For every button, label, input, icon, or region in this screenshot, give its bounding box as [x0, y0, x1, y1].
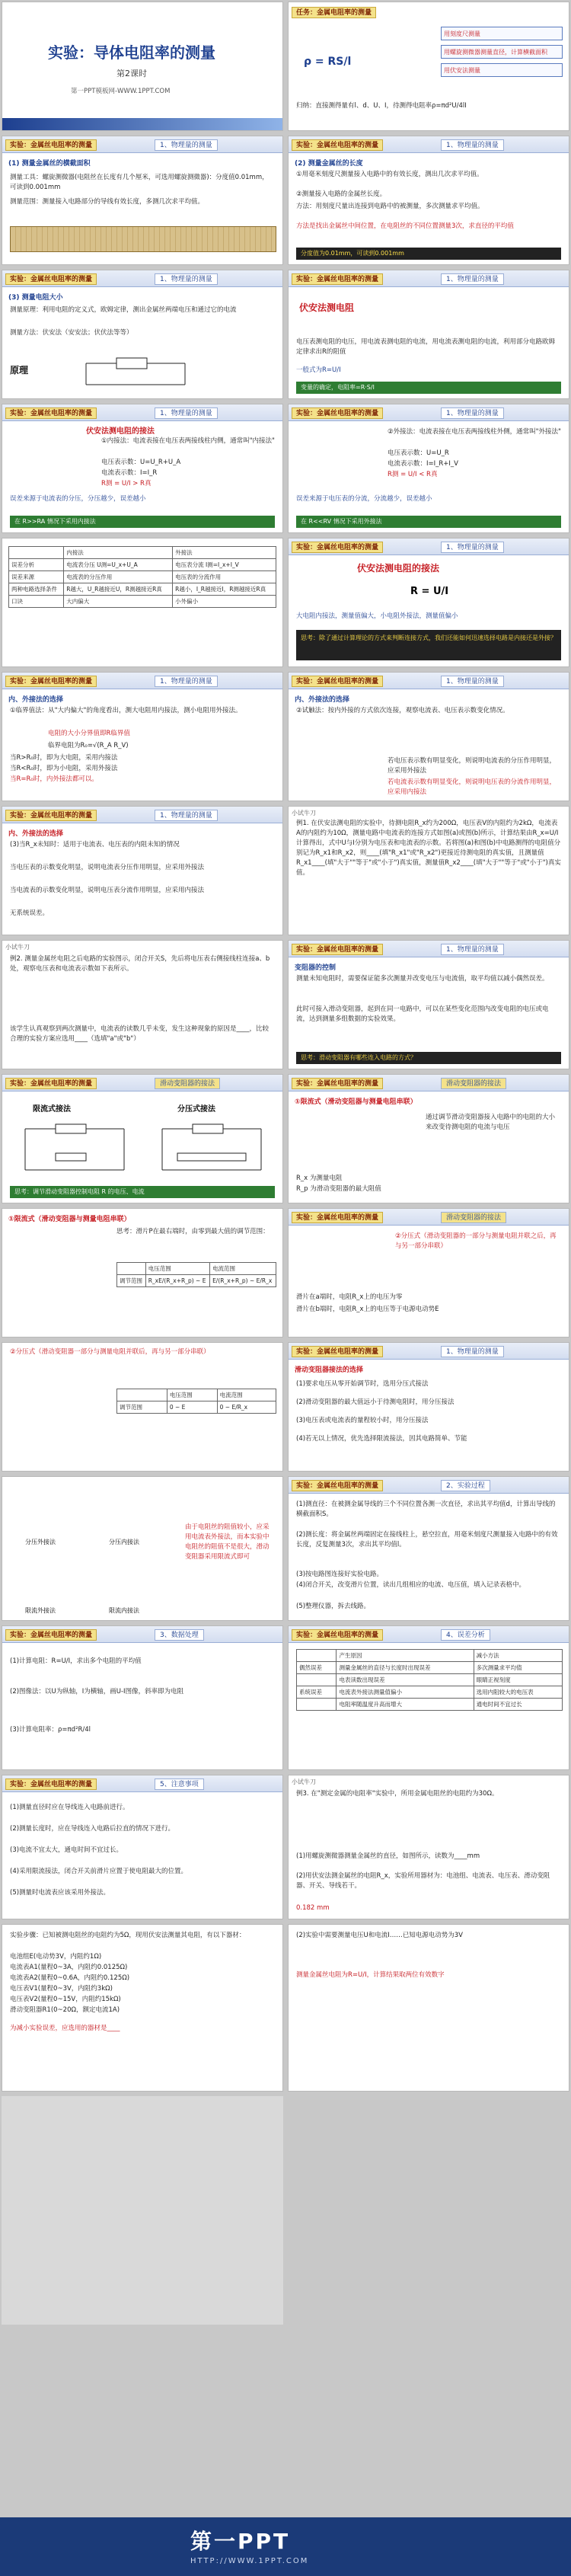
table-cell [297, 1650, 337, 1662]
range-table [116, 1389, 276, 1414]
slide-line-6: 电压表V2(量程0~15V，内阻约15kΩ) [10, 1996, 121, 2003]
table-cell: R_xE/(R_x+R_p) ~ E [145, 1275, 209, 1287]
slide-diameter [2, 136, 283, 265]
slide-mini-label: 小试牛刀 [5, 944, 30, 951]
slide-critical-method [2, 672, 283, 801]
cover-title: 实验：导体电阻率的测量 [48, 43, 215, 62]
slide-line-1: 测量原理：利用电阻的定义式，欧姆定律，测出金属丝两端电压和通过它的电流 [10, 306, 237, 314]
slide-head: 滑动变阻器接法的选择 [295, 1366, 364, 1374]
slide-section: 1、物理量的测量 [155, 139, 218, 151]
slide-rheostat-types [2, 1074, 283, 1203]
slide-section: 3、数据处理 [155, 1629, 204, 1641]
slide-mini-label: 小试牛刀 [292, 1779, 316, 1785]
slide-line-1: ①内接法：电流表接在电压表两接线柱内侧，通常叫"内接法" [101, 437, 275, 445]
slide-line-6: 当R=R₀时，内外接法都可以。 [10, 775, 98, 783]
table-cell: 调节范围 [117, 1275, 146, 1287]
slide-green-bar: 在 R>>RA 情况下采用内接法 [10, 516, 275, 528]
slide-unknown-rx [2, 806, 283, 935]
table-cell: 偶然误差 [297, 1662, 337, 1674]
slide-line-1: 例2. 测量金属丝电阻之后电路的实验图示，闭合开关S，先后将电压表右侧接线柱连接a、b处，观察电压表和电流表示数如下表所示。 [10, 955, 270, 973]
table-row [9, 571, 276, 583]
slide-line-1: 实验步骤：已知被测电阻丝的电阻约为5Ω，现用伏安法测量其电阻，有以下器材： [10, 1932, 246, 1939]
slide-item-2: (2)测长度：将金属丝两端固定在接线柱上，悬空拉直，用毫米刻度尺测量接入电路中的有效长度，反复测量3次，求出其平均值l。 [296, 1531, 558, 1548]
slide-tag: 实验：金属丝电阻率的测量 [5, 1078, 97, 1089]
table-row [297, 1650, 563, 1662]
slide-title: 伏安法测电阻 [299, 302, 355, 313]
slide-item: (1) 测量金属丝的横截面积 [8, 160, 91, 168]
slide-item-4: (4)若无以上情况，优先选择限流接法，因其电路简单、节能 [296, 1435, 467, 1443]
slide-circuit-choice [2, 1476, 283, 1621]
circuit-label-2: 分压内接法 [109, 1539, 139, 1545]
slide-inner-connection [2, 404, 283, 533]
slide-section: 1、物理量的测量 [441, 273, 504, 285]
slide-bar-dark: 思考：滑动变阻器有哪些连入电路的方式？ [296, 1052, 561, 1064]
slide-head: 内、外接法的选择 [8, 830, 64, 838]
slide-line-2: 测量金属丝电阻为R=U/I，计算结果取两位有效数字 [296, 1971, 445, 1979]
table-cell: 口诀 [9, 596, 64, 608]
table-cell: 0 ~ E/R_x [217, 1401, 276, 1414]
slide-line-1: 电压表测电阻的电压，用电流表测电阻的电流，用电流表测电阻的电流，利用部分电路欧姆定律求出R的阻值 [296, 338, 556, 356]
table-cell: R越大，U_R越接近U，R测越接近R真 [64, 583, 173, 596]
summary-formula: ρ = RS/l [304, 56, 352, 68]
slide-head: 内、外接法的选择 [295, 696, 350, 704]
slide-comparison-table [2, 538, 283, 667]
slide-voltammetry [288, 270, 569, 399]
table-cell: 产生原因 [337, 1650, 474, 1662]
slide-length [288, 136, 569, 265]
slide-line-4: 无系统误差。 [10, 909, 49, 917]
slide-line-1: 滑片在a端时，电阻R_x上的电压为零 [296, 1293, 403, 1301]
table-cell: 0 ~ E [167, 1401, 217, 1414]
slide-item-2: (2)滑动变阻器的最大值远小于待测电阻时，用分压接法 [296, 1398, 455, 1406]
table-cell: 电表读数出现误差 [337, 1674, 474, 1686]
slide-line-3: 当电流表的示数变化明显，说明电压表分流作用明显，应采用内接法 [10, 887, 205, 894]
table-cell: 电流表分压 U测=U_x+U_A [64, 559, 173, 571]
slide-line-1: ①用毫米刻度尺测量接入电路中的有效长度，测出几次求平均值。 [296, 171, 483, 178]
slide-tag: 实验：金属丝电阻率的测量 [292, 944, 383, 955]
slide-dark-question: 思考：除了通过计算理论的方式来判断连接方式，我们还能如何迅速选择电路是内接还是外接？ [296, 630, 561, 660]
slide-title: ①限流式（滑动变阻器与测量电阻串联） [8, 1216, 131, 1223]
slide-line-1: 测量未知电阻时，需要保证能多次测量并改变电压与电流值，取平均值以减小偶然误差。 [296, 975, 549, 983]
slide-line-5: 当R<R₀时，即为小电阻，采用外接法 [10, 765, 118, 772]
slide-section: 2、实验过程 [441, 1480, 490, 1491]
slide-section: 1、物理量的测量 [441, 676, 504, 687]
slide-line-2: 测量方法：伏安法（安安法；伏伏法等等） [10, 329, 133, 337]
slide-precautions [2, 1775, 283, 1919]
footer-brand: 第一PPT [190, 2529, 291, 2554]
cover-deco [2, 118, 282, 130]
slide-line-1: ②外接法：电流表接在电压表两接线柱外侧，通常叫"外接法" [388, 428, 561, 436]
slide-resistance [2, 270, 283, 399]
slide-line-3: 电流表A1(量程0~3A，内阻约0.0125Ω) [10, 1964, 128, 1971]
slide-line-5: 电压表V1(量程0~3V，内阻约3kΩ) [10, 1985, 113, 1993]
slide-item: ①限流式（滑动变阻器与测量电阻串联） [295, 1098, 417, 1106]
table-row [297, 1662, 563, 1674]
slide-line-2: 一般式为R=U/I [296, 366, 341, 374]
slide-outer-connection [288, 404, 569, 533]
slide-section: 1、物理量的测量 [441, 139, 504, 151]
table-cell: 通电时间不宜过长 [474, 1699, 562, 1711]
summary-point-2-text: 用螺旋测微器测量直径，计算横截面积 [444, 49, 547, 56]
table-cell: R越小，I_R越接近I，R测越接近R真 [173, 583, 276, 596]
table-cell [297, 1674, 337, 1686]
slide-line-3: 电流表示数：I=I_R [101, 469, 158, 477]
range-table [116, 1262, 276, 1287]
slide-line-2: 测量范围：测量接入电路部分的导线有效长度，多测几次求平均值。 [10, 198, 205, 206]
slide-answer: 0.182 mm [296, 1904, 330, 1912]
slide-section: 1、物理量的测量 [441, 944, 504, 955]
table-row [117, 1275, 276, 1287]
slide-error-analysis [288, 1625, 569, 1770]
slide-title: 伏安法测电阻的接法 [86, 427, 155, 436]
table-cell: 减小方法 [474, 1650, 562, 1662]
slide-line-3: 临界电阻为R₀=√(R_A R_V) [48, 742, 129, 749]
table-row [9, 583, 276, 596]
slide-tag: 实验：金属丝电阻率的测量 [292, 542, 383, 553]
slide-example-3-equipment [2, 1924, 283, 2092]
slide-divider-range [2, 1342, 283, 1472]
table-cell: 外接法 [173, 547, 276, 559]
slide-section: 1、物理量的测量 [155, 407, 218, 419]
slide-item-3: (3)计算电阻率：ρ=πd²R/4l [10, 1726, 91, 1734]
table-row [297, 1674, 563, 1686]
slide-line-1: ①临界值法：从"大内偏大"的角度看出，测大电阻用内接法，测小电阻用外接法。 [10, 707, 242, 714]
slide-line-1: ②试触法：按内外接的方式依次连接，观察电流表、电压表示数变化情况。 [296, 707, 509, 714]
slide-tag: 实验：金属丝电阻率的测量 [5, 1779, 97, 1790]
table-cell: 误差分析 [9, 559, 64, 571]
table-cell: 电流表外接法测量值偏小 [337, 1686, 474, 1699]
footer-banner-bg [2, 2096, 283, 2325]
slide-line-1: 例3. 在"测定金属的电阻率"实验中，所用金属电阻丝的电阻约为30Ω。 [296, 1790, 499, 1798]
slide-item-2: (2)测量长度时，应在导线连入电路后拉直的情况下进行。 [10, 1825, 175, 1833]
slide-line-2: 该学生认真观察到两次测量中，电流表的读数几乎未变，发生这种现象的原因是____，比较合理的实验方案应选用____（选填"a"或"b"） [10, 1025, 270, 1043]
table-cell: 电压表分流 I测=I_x+I_V [173, 559, 276, 571]
summary-tag: 任务：金属电阻率的测量 [292, 7, 376, 18]
slide-right-label: 分压式接法 [177, 1105, 215, 1114]
slide-box: 误差来源于电压表的分流，分流越少，误差越小 [296, 495, 432, 503]
slide-line-2: 当电压表的示数变化明显，说明电流表分压作用明显，应采用外接法 [10, 864, 205, 871]
slide-item-3: (3)电流不宜太大，通电时间不宜过长。 [10, 1846, 123, 1854]
slide-trial-method [288, 672, 569, 801]
slide-example-2 [2, 940, 283, 1069]
slide-mini-label: 小试牛刀 [292, 810, 316, 817]
slide-green-bar: 变量的确定，电阻率=R·S/l [296, 382, 561, 394]
slide-title: ②分压式（滑动变阻器的一部分与测量电阻并联之后，再与另一部分串联） [395, 1232, 557, 1250]
slide-item-4: (4)采用限流接法，闭合开关前滑片应置于使电阻最大的位置。 [10, 1868, 188, 1875]
slide-section: 1、物理量的测量 [441, 542, 504, 553]
footer-banner [0, 2517, 571, 2576]
slide-tag: 实验：金属丝电阻率的测量 [292, 139, 383, 151]
slide-tag: 实验：金属丝电阻率的测量 [292, 1629, 383, 1641]
slide-line-1: (3)当R_x未知时：适用于电流表、电压表的内阻未知的情况 [10, 841, 180, 849]
slide-title: ②分压式（滑动变阻器一部分与测量电阻并联后，再与另一部分串联） [10, 1348, 210, 1356]
footer-url: HTTP://WWW.1PPT.COM [190, 2557, 309, 2565]
table-cell: E/(R_x+R_p) ~ E/R_x [210, 1275, 276, 1287]
table-cell [117, 1263, 146, 1275]
slide-item-1: (1)测直径：在被测金属导线的三个不同位置各测一次直径，求出其平均值d，计算出导线的横截面积S。 [296, 1501, 556, 1518]
comparison-table [8, 546, 276, 608]
table-cell: 电阻率随温度升高而增大 [337, 1699, 474, 1711]
slide-green-bar: 思考：调节滑动变阻器控制电阻 R 的电压、电流 [10, 1186, 275, 1198]
slide-item-3: (3)按电路图连接好实验电路。 [296, 1571, 384, 1578]
slide-bar-dark: 分度值为0.01mm，可读到0.001mm [296, 248, 561, 260]
table-cell: 多次测量求平均值 [474, 1662, 562, 1674]
slide-line-2: 电压表示数：U=U_R+U_A [101, 459, 181, 466]
table-row [297, 1699, 563, 1711]
slide-tag: 实验：金属丝电阻率的测量 [5, 139, 97, 151]
summary-note: 归纳：直接测得量有l、d、U、I，待测得电阻率ρ=πd²U/4lI [296, 102, 467, 110]
slide-line-2: 滑片在b端时，电阻R_x上的电压等于电源电动势E [296, 1306, 439, 1313]
summary-point-2 [441, 45, 563, 59]
slide-line-4: 当R>R₀时，即为大电阻，采用内接法 [10, 754, 118, 762]
table-cell [117, 1389, 167, 1401]
slide-item: (3) 测量电阻大小 [8, 294, 63, 302]
slide-line-2: 电池组E(电动势3V，内阻约1Ω) [10, 1953, 102, 1961]
error-table [296, 1649, 563, 1711]
slide-formula: R = U/I [410, 586, 449, 597]
slide-line-3: (2)用伏安法测金属丝的电阻R_x，实验所用器材为：电池组、电流表、电压表、滑动变阻器、开关、导线若干。 [296, 1872, 550, 1890]
slide-section: 1、物理量的测量 [441, 1346, 504, 1357]
slide-head: 内、外接法的选择 [8, 696, 64, 704]
slide-line-2: 若电压表示数有明显变化，则说明电流表的分压作用明显，应采用外接法 [388, 757, 557, 775]
table-cell: 眼睛正视刻度 [474, 1674, 562, 1686]
slide-example-1 [288, 806, 569, 935]
slide-line-2: R_x 为测量电阻 [296, 1175, 343, 1182]
slide-line-3: R_p 为滑动变阻器的最大阻值 [296, 1185, 381, 1193]
slide-line-2: 电阻的大小分界值即R临界值 [48, 730, 130, 737]
slide-example-3 [288, 1775, 569, 1919]
slide-item-5: (5)整理仪器，拆去线路。 [296, 1603, 371, 1610]
table-cell: 电流范围 [217, 1389, 276, 1401]
slide-line-2: ②测量接入电路的金属丝长度。 [296, 190, 387, 198]
table-cell: 小外偏小 [173, 596, 276, 608]
slide-section: 滑动变阻器的接法 [441, 1078, 506, 1089]
slide-line-2: 电压表示数：U=U_R [388, 449, 449, 457]
table-cell: 误差来源 [9, 571, 64, 583]
slide-box: 误差来源于电流表的分压，分压越少，误差越小 [10, 495, 146, 503]
slide-section: 滑动变阻器的接法 [155, 1078, 220, 1089]
table-cell [297, 1699, 337, 1711]
slide-tag: 实验：金属丝电阻率的测量 [5, 676, 97, 687]
slide-item-1: (1)要求电压从零开始调节时，选用分压式接法 [296, 1380, 429, 1388]
slide-left-label: 限流式接法 [33, 1105, 71, 1114]
slide-section: 1、物理量的测量 [155, 810, 218, 821]
slide-title: 伏安法测电阻的接法 [357, 563, 440, 574]
table-row [117, 1389, 276, 1401]
cover-site: 第一PPT模板网-WWW.1PPT.COM [71, 88, 171, 95]
table-cell: 大内偏大 [64, 596, 173, 608]
divider-circuit-diagram [155, 1117, 269, 1178]
summary-point-1 [441, 27, 563, 40]
table-row [297, 1686, 563, 1699]
slide-section: 4、误差分析 [441, 1629, 490, 1641]
table-cell: 调节范围 [117, 1401, 167, 1414]
table-row [9, 559, 276, 571]
slide-line-3: 电流表示数：I=I_R+I_V [388, 460, 458, 468]
slide-example-text: 例1. 在伏安法测电阻的实验中，待测电阻R_x约为200Ω，电压表V的内阻约为2kΩ，电流表A的内阻约为10Ω，测量电路中电流表的连接方式如图(a)或图(b)所示，计算结果由R_x=U/I计算得出，式中U与I分别为电压表和电流表的示数。若将图(a)和图(b)中电路测得的电阻值分别记为R_x1和R_x2，则____(填"R_x1"或"R_x2")更接近待测电阻的真实值，且测量值R_x1____(填"大于""等于"或"小于")真实值，测量值R_x2____(填"大于""等于"或"小于")真实值。 [296, 820, 561, 877]
slide-item-1: (1)测量直径时应在导线连入电路前进行。 [10, 1804, 129, 1811]
slide-line-1: (2)实验中需要测量电压U和电流I……已知电源电动势为3V [296, 1932, 463, 1939]
slide-line-2: 此时可接入滑动变阻器，起到在同一电路中，可以在某些变化范围内改变电阻的电压或电流，达到测量多组数据的实验效果。 [296, 1005, 549, 1023]
slide-rheostat-choice [288, 1342, 569, 1472]
resistor-circuit-diagram [78, 347, 200, 392]
slide-example-3-solution [288, 1924, 569, 2092]
slide-tag: 实验：金属丝电阻率的测量 [5, 407, 97, 419]
slide-tag: 实验：金属丝电阻率的测量 [5, 1629, 97, 1641]
slide-divider-detail [288, 1208, 569, 1338]
slide-method-summary [288, 538, 569, 667]
slide-item-3: (3)电压表或电流表的量程较小时，用分压接法 [296, 1417, 429, 1424]
slide-line-3: 若电流表示数有明显变化，则说明电压表的分流作用明显，应采用内接法 [388, 778, 557, 796]
slide-head: 变阻器的控制 [295, 964, 337, 972]
slide-item-4: (4)闭合开关，改变滑片位置，读出几组相应的电流、电压值，填入记录表格中。 [296, 1581, 526, 1589]
table-row [117, 1401, 276, 1414]
slide-tag: 实验：金属丝电阻率的测量 [5, 810, 97, 821]
slide-section: 1、物理量的测量 [155, 676, 218, 687]
table-cell [9, 547, 64, 559]
slide-line-3: 方法：用刻度尺量出连接到电路中的被测量，多次测量求平均值。 [296, 203, 484, 210]
slide-highlight: 方法是找出金属丝中间位置，在电阻丝的不同位置测量3次，求直径的平均值 [296, 222, 514, 230]
table-row [117, 1263, 276, 1275]
slide-question: 思考：滑片P在最右端时，由零到最大值的调节范围： [116, 1228, 270, 1235]
slide-line-4: R测 = U/I < R真 [388, 471, 438, 478]
circuit-label-1: 分压外接法 [25, 1539, 56, 1545]
slide-limiting-detail [288, 1074, 569, 1203]
cover-subtitle: 第2课时 [116, 69, 147, 78]
slide-data-processing [2, 1625, 283, 1770]
cover-slide [2, 2, 283, 131]
slide-section: 5、注意事项 [155, 1779, 204, 1790]
slide-line-2: (1)用螺旋测微器测量金属丝的直径，如图所示，读数为____mm [296, 1852, 480, 1860]
slide-rheostat-intro [288, 940, 569, 1069]
limiting-circuit-diagram [18, 1117, 132, 1178]
slide-line-7: 滑动变阻器R1(0~20Ω，额定电流1A) [10, 2006, 120, 2014]
slide-line-4: R测 = U/I > R真 [101, 480, 152, 487]
slide-line-8: 为减小实验误差，应选用的器材是____ [10, 2025, 120, 2032]
table-row [9, 547, 276, 559]
slide-procedure [288, 1476, 569, 1621]
table-cell: 两种电路选择条件 [9, 583, 64, 596]
slide-limiting-range [2, 1208, 283, 1338]
ruler-image [10, 226, 276, 252]
summary-point-1-text: 用刻度尺测量 [444, 30, 480, 37]
table-row [9, 596, 276, 608]
table-cell: 电压范围 [145, 1263, 209, 1275]
slide-item-5: (5)测量时电流表应该采用外接法。 [10, 1889, 110, 1897]
slide-item-2: (2)图像法：以U为纵轴，I为横轴，画U-I图像，斜率即为电阻 [10, 1688, 184, 1695]
circuit-label-4: 限流内接法 [109, 1607, 139, 1614]
summary-slide [288, 2, 569, 131]
table-cell: 电压表的分流作用 [173, 571, 276, 583]
slide-tag: 实验：金属丝电阻率的测量 [5, 273, 97, 285]
slide-line-1: 测量工具：螺旋测微器(电阻丝在长度有几个厘米，可选用螺旋测微器)：分度值0.01mm，可读到0.001mm [10, 174, 269, 191]
slide-line: 大电阻内接法，测量值偏大，小电阻外接法，测量值偏小 [296, 612, 458, 620]
slide-tag: 实验：金属丝电阻率的测量 [292, 407, 383, 419]
slide-tag: 实验：金属丝电阻率的测量 [292, 273, 383, 285]
table-cell: 测量金属丝的直径与长度时出现误差 [337, 1662, 474, 1674]
slide-note: 由于电阻丝的阻值较小，应采用电流表外接法，而本实验中电阻丝的阻值不是很大，滑动变阻器采用限流式即可 [185, 1523, 270, 1561]
table-cell: 内接法 [64, 547, 173, 559]
table-cell: 电流范围 [210, 1263, 276, 1275]
table-cell: 电压范围 [167, 1389, 217, 1401]
summary-point-3 [441, 63, 563, 77]
slide-tag: 实验：金属丝电阻率的测量 [292, 1346, 383, 1357]
summary-point-3-text: 用伏安法测量 [444, 67, 480, 74]
circuit-label-3: 限流外接法 [25, 1607, 56, 1614]
slide-tag: 实验：金属丝电阻率的测量 [292, 1078, 383, 1089]
slide-item-1: (1)计算电阻：R=U/I，求出多个电阻的平均值 [10, 1657, 142, 1665]
table-cell: 系统误差 [297, 1686, 337, 1699]
slide-item: (2) 测量金属丝的长度 [295, 160, 363, 168]
slide-section: 1、物理量的测量 [441, 407, 504, 419]
table-cell: 选用内阻较大的电压表 [474, 1686, 562, 1699]
slide-tag: 实验：金属丝电阻率的测量 [292, 1212, 383, 1223]
slide-section: 1、物理量的测量 [155, 273, 218, 285]
slide-line-1: 通过调节滑动变阻器接入电路中的电阻的大小来改变待测电阻的电流与电压 [426, 1114, 556, 1131]
table-cell: 电流表的分压作用 [64, 571, 173, 583]
slide-green-bar: 在 R<<RV 情况下采用外接法 [296, 516, 561, 528]
slide-tag: 实验：金属丝电阻率的测量 [292, 676, 383, 687]
slide-section: 滑动变阻器的接法 [441, 1212, 506, 1223]
principle-label: 原理 [10, 365, 29, 376]
slide-line-4: 电流表A2(量程0~0.6A，内阻约0.125Ω) [10, 1974, 130, 1982]
slide-tag: 实验：金属丝电阻率的测量 [292, 1480, 383, 1491]
